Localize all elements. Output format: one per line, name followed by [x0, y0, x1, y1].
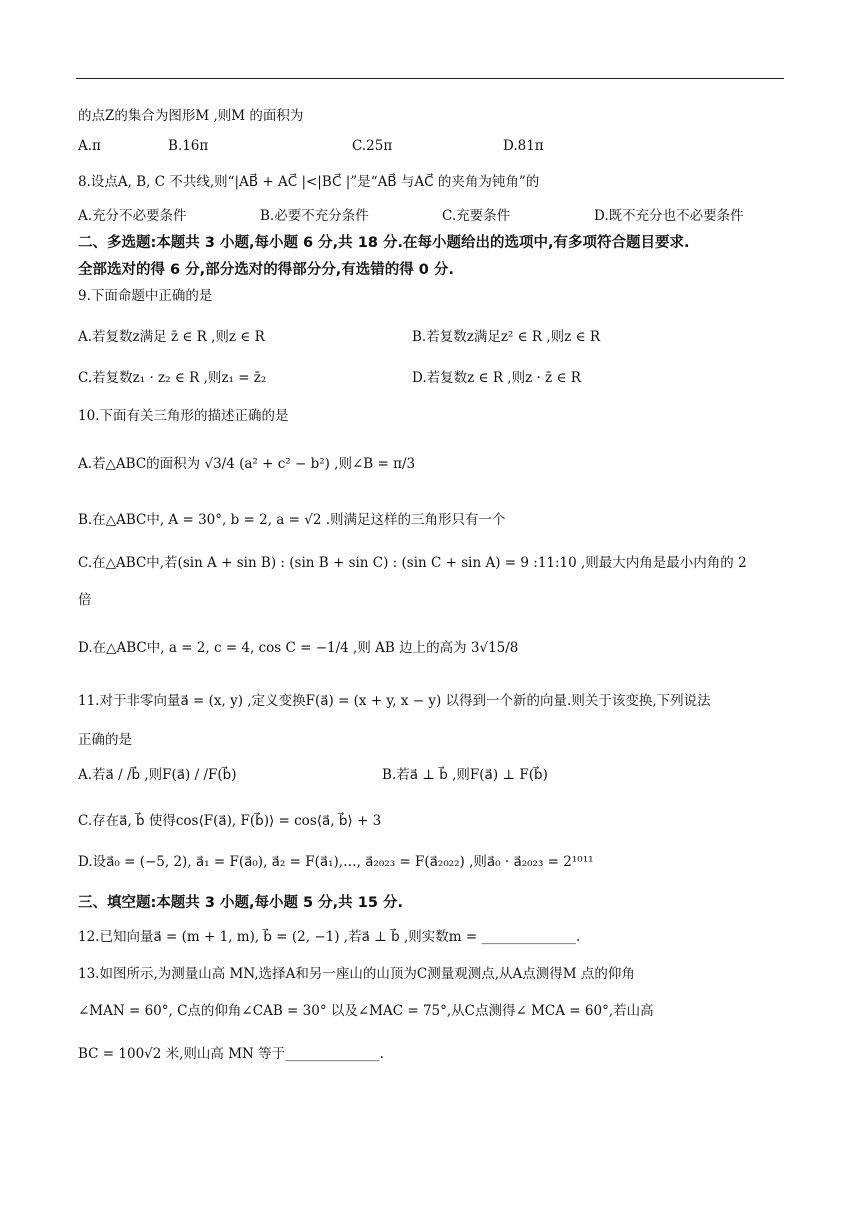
header-rule	[76, 78, 784, 79]
question-13-line1: 13.如图所示,为测量山高 MN,选择A和另一座山的山顶为C测量观测点,从A点测得M 点的仰角	[78, 966, 635, 982]
q7-option-c: C.25π	[352, 138, 393, 154]
question-11-line1: 11.对于非零向量a⃗ = (x, y) ,定义变换F(a⃗) = (x + y, x − y) 以得到一个新的向量.则关于该变换,下列说法	[78, 693, 711, 709]
q11-option-c: C.存在a⃗, b⃗ 使得cos⟨F(a⃗), F(b⃗)⟩ = cos⟨a⃗, b⃗⟩ + 3	[78, 813, 382, 829]
question-13-line2: ∠MAN = 60°, C点的仰角∠CAB = 30° 以及∠MAC = 75°,从C点测得∠ MCA = 60°,若山高	[78, 1003, 654, 1019]
q10-option-c-line1: C.在△ABC中,若(sin A + sin B) : (sin B + sin C) : (sin C + sin A) = 9 :11:10 ,则最大内角是最小内角的 2	[78, 555, 747, 571]
question-9: 9.下面命题中正确的是	[78, 288, 213, 304]
q8-option-d: D.既不充分也不必要条件	[594, 208, 744, 224]
question-11-line2: 正确的是	[78, 732, 132, 748]
q8-option-a: A.充分不必要条件	[78, 208, 187, 224]
q10-option-a: A.若△ABC的面积为 √3/4 (a² + c² − b²) ,则∠B = π/3	[78, 456, 416, 472]
q7-option-a: A.π	[78, 138, 101, 154]
q9-option-c: C.若复数z₁ · z₂ ∈ R ,则z₁ = z̄₂	[78, 370, 267, 386]
q7-continuation: 的点Z的集合为图形M ,则M 的面积为	[78, 108, 304, 124]
section-2-heading-line2: 全部选对的得 6 分,部分选对的得部分分,有选错的得 0 分.	[78, 262, 454, 278]
q9-option-a: A.若复数z满足 z̄ ∈ R ,则z ∈ R	[78, 329, 265, 345]
question-8: 8.设点A, B, C 不共线,则“|AB⃗ + AC⃗ |<|BC⃗ |”是“AB⃗ 与AC⃗ 的夹角为钝角”的	[78, 174, 540, 190]
q8-option-c: C.充要条件	[442, 208, 511, 224]
q10-option-c-line2: 倍	[78, 592, 92, 608]
q9-option-d: D.若复数z ∈ R ,则z · z̄ ∈ R	[412, 370, 581, 386]
q10-option-b: B.在△ABC中, A = 30°, b = 2, a = √2 .则满足这样的三角形只有一个	[78, 512, 506, 528]
q7-option-b: B.16π	[168, 138, 209, 154]
q11-option-d: D.设a⃗₀ = (−5, 2), a⃗₁ = F(a⃗₀), a⃗₂ = F(a⃗₁),…, a⃗₂₀₂₃ = F(a⃗₂₀₂₂) ,则a⃗₀ · a⃗₂₀₂₃ = 2¹⁰¹¹	[78, 854, 594, 870]
q10-option-d: D.在△ABC中, a = 2, c = 4, cos C = −1/4 ,则 AB 边上的高为 3√15/8	[78, 640, 519, 656]
question-10: 10.下面有关三角形的描述正确的是	[78, 408, 289, 424]
section-3-heading: 三、填空题:本题共 3 小题,每小题 5 分,共 15 分.	[78, 895, 403, 911]
q8-option-b: B.必要不充分条件	[260, 208, 369, 224]
q11-option-b: B.若a⃗ ⊥ b⃗ ,则F(a⃗) ⊥ F(b⃗)	[382, 767, 548, 783]
q11-option-a: A.若a⃗ / /b⃗ ,则F(a⃗) / /F(b⃗)	[78, 767, 237, 783]
q9-option-b: B.若复数z满足z² ∈ R ,则z ∈ R	[412, 329, 601, 345]
question-12: 12.已知向量a⃗ = (m + 1, m), b⃗ = (2, −1) ,若a⃗ ⊥ b⃗ ,则实数m = ______________.	[78, 929, 581, 945]
q7-option-d: D.81π	[503, 138, 544, 154]
question-13-line3: BC = 100√2 米,则山高 MN 等于______________.	[78, 1046, 384, 1062]
section-2-heading-line1: 二、多选题:本题共 3 小题,每小题 6 分,共 18 分.在每小题给出的选项中,有多项符合题目要求.	[78, 235, 690, 251]
